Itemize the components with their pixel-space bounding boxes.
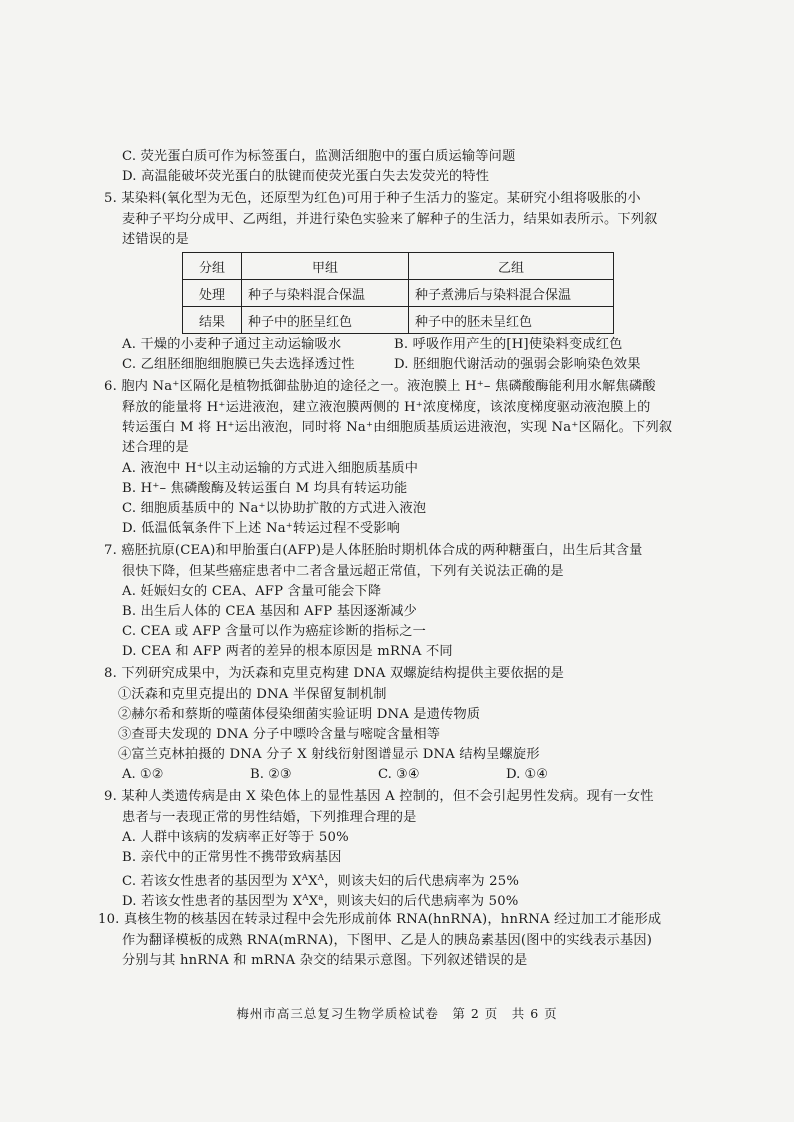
q8-option-d: D. ①④ bbox=[506, 767, 549, 782]
q5-stem-line1: 5. 某染料(氧化型为无色，还原型为红色)可用于种子生活力的鉴定。某研究小组将吸胀的小 bbox=[104, 191, 641, 206]
q10-stem-line1: 10. 真核生物的核基因在转录过程中会先形成前体 RNA(hnRNA)，hnRNA 经过加工才能形成 bbox=[98, 912, 662, 927]
q8-option-b: B. ②③ bbox=[250, 767, 292, 782]
q5-stem-line2: 麦种子平均分成甲、乙两组，并进行染色实验来了解种子的生活力，结果如表所示。下列叙 bbox=[122, 212, 658, 227]
table-header: 乙组 bbox=[409, 253, 614, 280]
q6-option-c: C. 细胞质基质中的 Na⁺以协助扩散的方式进入液泡 bbox=[122, 501, 427, 516]
q9-option-a: A. 人群中该病的发病率正好等于 50% bbox=[122, 830, 349, 845]
table-header: 甲组 bbox=[242, 253, 409, 280]
q9-stem-line1: 9. 某种人类遗传病是由 X 染色体上的显性基因 A 控制的，但不会引起男性发病。现有一女性 bbox=[104, 789, 654, 804]
q6-option-b: B. H⁺– 焦磷酸酶及转运蛋白 M 均具有转运功能 bbox=[122, 481, 408, 496]
q4-option-c: C. 荧光蛋白质可作为标签蛋白，监测活细胞中的蛋白质运输等问题 bbox=[122, 149, 516, 164]
q6-stem-line4: 述合理的是 bbox=[122, 440, 189, 455]
q7-stem-line1: 7. 癌胚抗原(CEA)和甲胎蛋白(AFP)是人体胚胎时期机体合成的两种糖蛋白，出生后其含量 bbox=[104, 543, 643, 558]
page-footer: 梅州市高三总复习生物学质检试卷 第 2 页 共 6 页 bbox=[236, 1006, 558, 1021]
table-cell: 种子中的胚呈红色 bbox=[242, 307, 409, 334]
table-row bbox=[183, 307, 614, 334]
q8-option-c: C. ③④ bbox=[378, 767, 420, 782]
q8-item-1: ①沃森和克里克提出的 DNA 半保留复制机制 bbox=[118, 687, 387, 702]
q7-option-c: C. CEA 或 AFP 含量可以作为癌症诊断的指标之一 bbox=[122, 624, 426, 639]
q9-option-b: B. 亲代中的正常男性不携带致病基因 bbox=[122, 850, 342, 865]
q5-table bbox=[182, 252, 614, 334]
q8-option-a: A. ①② bbox=[122, 767, 164, 782]
table-cell: 结果 bbox=[183, 307, 242, 334]
table-row bbox=[183, 253, 614, 280]
q6-stem-line3: 转运蛋白 M 将 H⁺运出液泡，同时将 Na⁺由细胞质基质运进液泡，实现 Na⁺区隔化。下列叙 bbox=[122, 420, 673, 435]
q6-stem-line2: 释放的能量将 H⁺运进液泡，建立液泡膜两侧的 H⁺浓度梯度，该浓度梯度驱动液泡膜上的 bbox=[122, 400, 651, 415]
q9-option-d: D. 若该女性患者的基因型为 $X^AX^a$，则该夫妇的后代患病率为 50% bbox=[122, 893, 519, 909]
table-cell: 种子中的胚未呈红色 bbox=[409, 307, 614, 334]
q5-stem-line3: 述错误的是 bbox=[122, 232, 189, 247]
q8-stem: 8. 下列研究成果中，为沃森和克里克构建 DNA 双螺旋结构提供主要依据的是 bbox=[104, 666, 565, 681]
q6-option-d: D. 低温低氧条件下上述 Na⁺转运过程不受影响 bbox=[122, 521, 401, 536]
q9-stem-line2: 患者与一表现正常的男性结婚，下列推理合理的是 bbox=[122, 810, 417, 825]
q5-option-b: B. 呼吸作用产生的[H]使染料变成红色 bbox=[394, 337, 623, 352]
q8-item-4: ④富兰克林拍摄的 DNA 分子 X 射线衍射图谱显示 DNA 结构呈螺旋形 bbox=[118, 747, 540, 762]
table-cell: 种子与染料混合保温 bbox=[242, 280, 409, 307]
q10-stem-line2: 作为翻译模板的成熟 RNA(mRNA)，下图甲、乙是人的胰岛素基因(图中的实线表示基因) bbox=[122, 933, 653, 948]
q6-option-a: A. 液泡中 H⁺以主动运输的方式进入细胞质基质中 bbox=[122, 461, 419, 476]
q7-option-d: D. CEA 和 AFP 两者的差异的根本原因是 mRNA 不同 bbox=[122, 644, 453, 659]
q7-stem-line2: 很快下降，但某些癌症患者中二者含量远超正常值，下列有关说法正确的是 bbox=[122, 564, 564, 579]
q5-option-d: D. 胚细胞代谢活动的强弱会影响染色效果 bbox=[394, 357, 641, 372]
q7-option-a: A. 妊娠妇女的 CEA、AFP 含量可能会下降 bbox=[122, 584, 382, 599]
table-row bbox=[183, 280, 614, 307]
q7-option-b: B. 出生后人体的 CEA 基因和 AFP 基因逐渐减少 bbox=[122, 604, 418, 619]
q10-stem-line3: 分别与其 hnRNA 和 mRNA 杂交的结果示意图。下列叙述错误的是 bbox=[122, 953, 528, 968]
q9-option-c: C. 若该女性患者的基因型为 $X^AX^A$，则该夫妇的后代患病率为 25% bbox=[122, 873, 520, 889]
table-header: 分组 bbox=[183, 253, 242, 280]
q8-item-3: ③查哥夫发现的 DNA 分子中嘌呤含量与嘧啶含量相等 bbox=[118, 727, 441, 742]
q5-option-a: A. 干燥的小麦种子通过主动运输吸水 bbox=[122, 337, 342, 352]
q5-option-c: C. 乙组胚细胞细胞膜已失去选择透过性 bbox=[122, 357, 355, 372]
table-cell: 处理 bbox=[183, 280, 242, 307]
q4-option-d: D. 高温能破坏荧光蛋白的肽键而使荧光蛋白失去发荧光的特性 bbox=[122, 169, 490, 184]
table-cell: 种子煮沸后与染料混合保温 bbox=[409, 280, 614, 307]
q6-stem-line1: 6. 胞内 Na⁺区隔化是植物抵御盐胁迫的途径之一。液泡膜上 H⁺– 焦磷酸酶能利用水解焦磷酸 bbox=[104, 379, 656, 394]
q8-item-2: ②赫尔希和蔡斯的噬菌体侵染细菌实验证明 DNA 是遗传物质 bbox=[118, 707, 481, 722]
